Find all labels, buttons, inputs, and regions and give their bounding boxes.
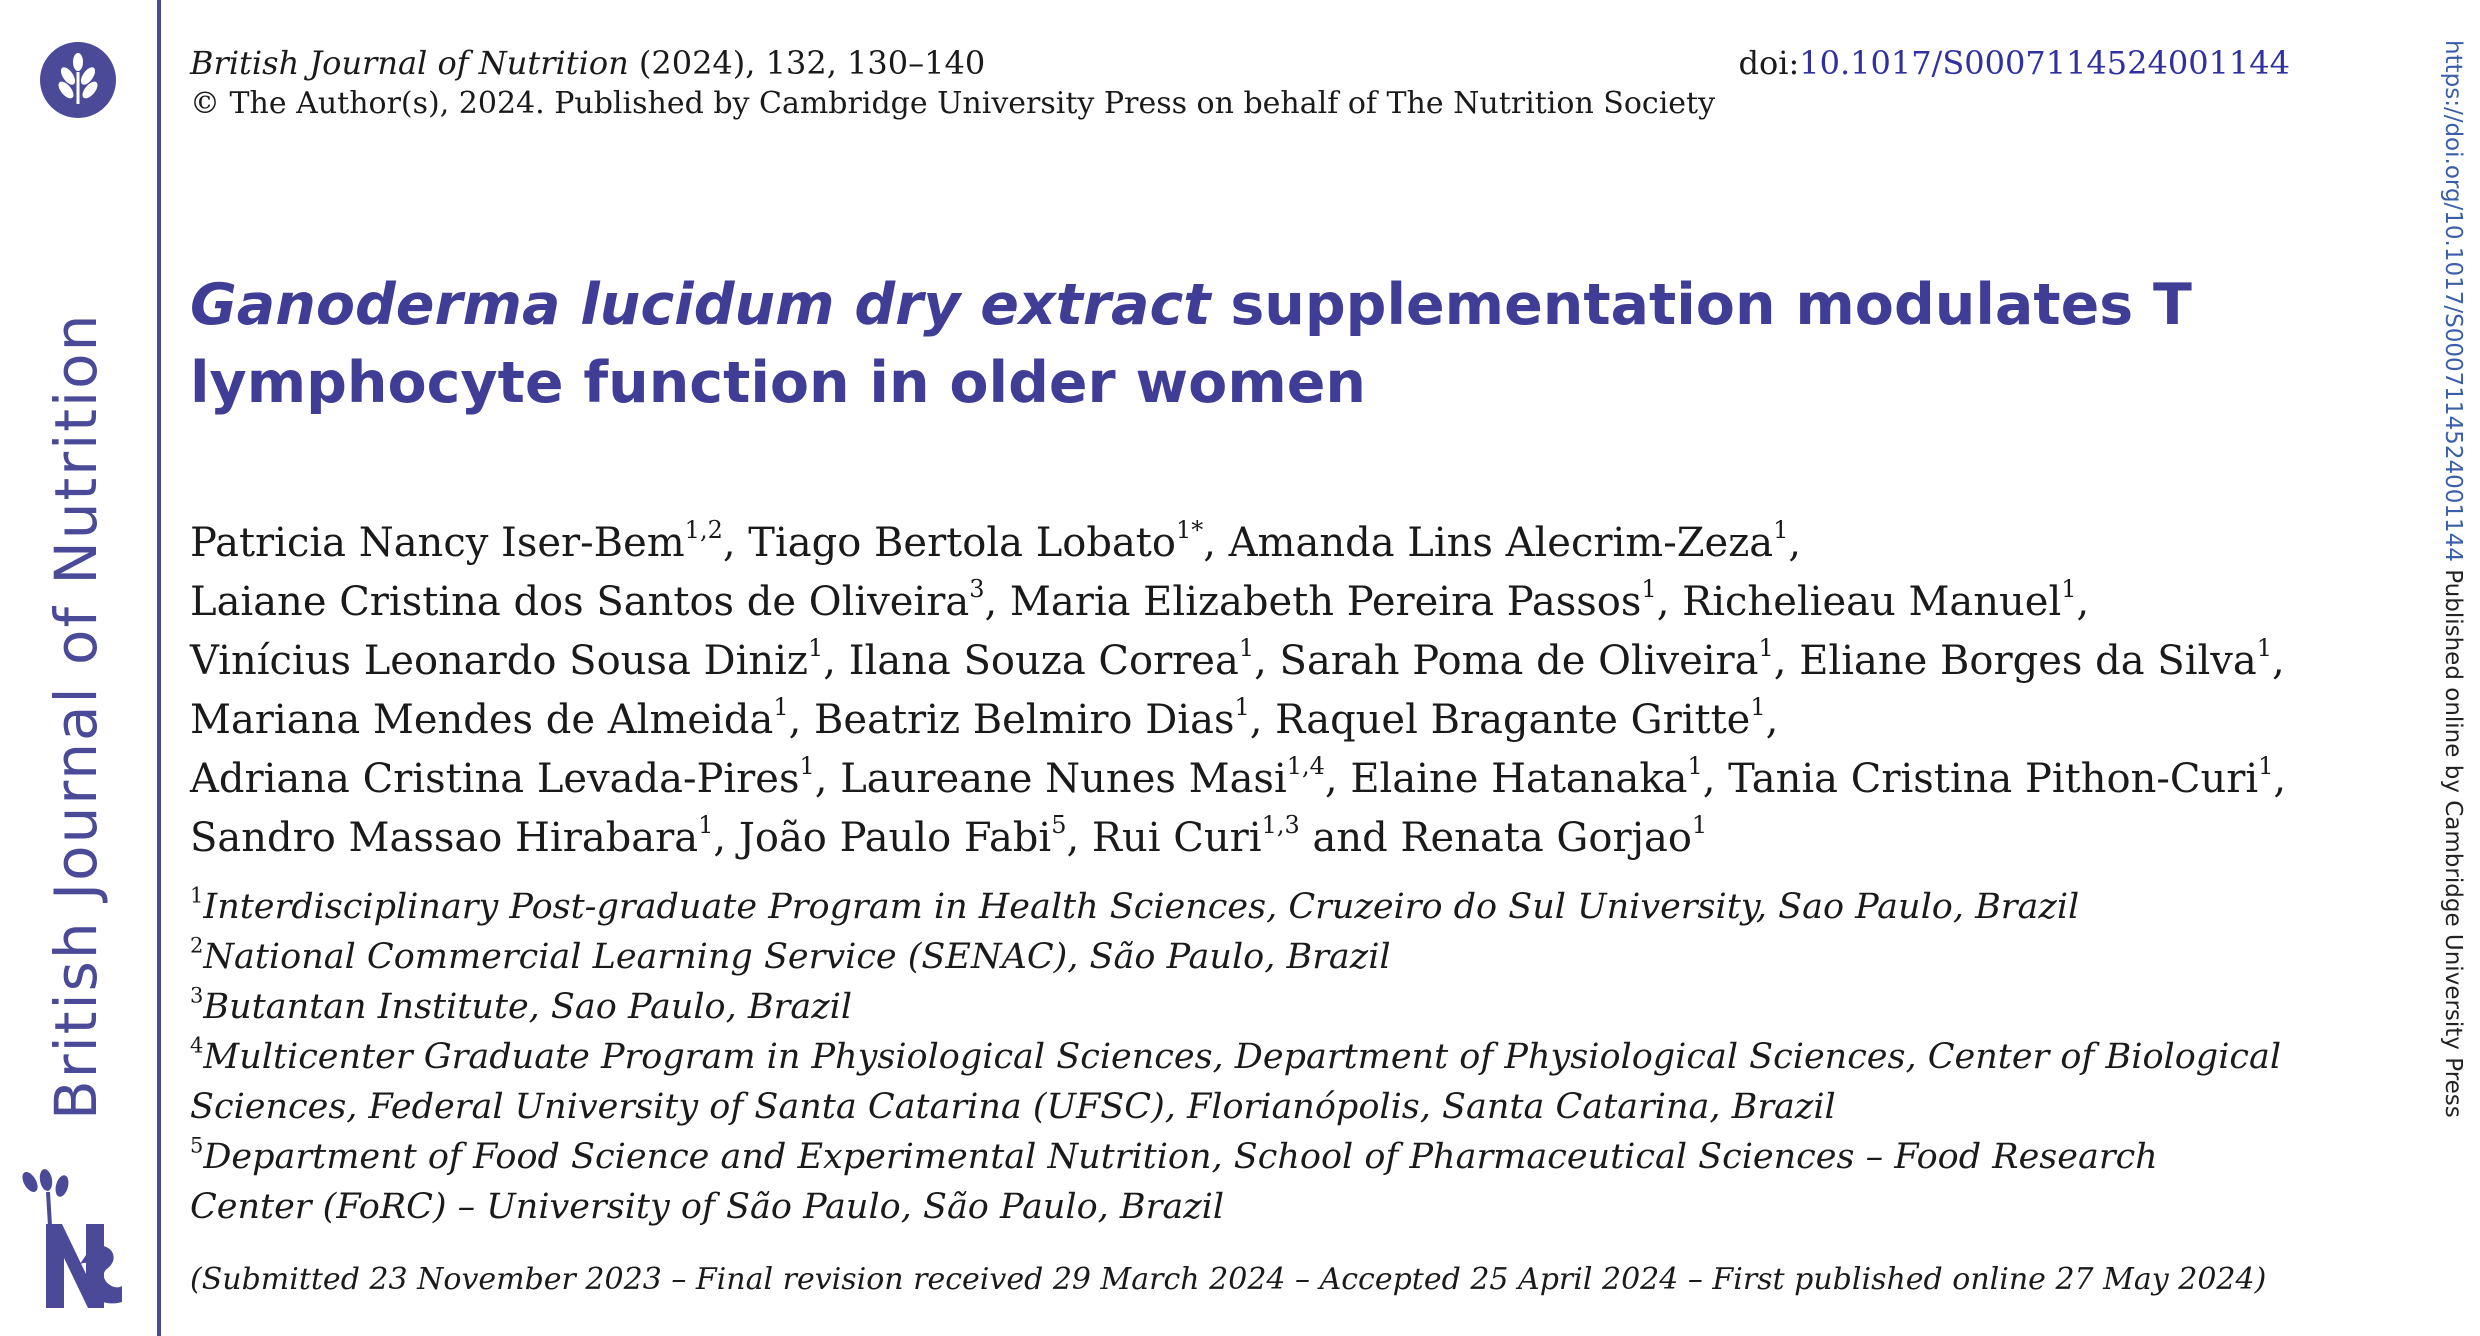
author-affiliation-mark: 1 (2256, 634, 2273, 662)
author-name: , Sarah Poma de Oliveira (1254, 638, 1759, 684)
affiliation-item (190, 932, 2430, 982)
affiliation-text: Multicenter Graduate Program in Physiological Sciences, Department of Physiological Sciences, Center of Biological (203, 1037, 2282, 1077)
corresponding-author-mark: * (1191, 516, 1204, 544)
author-name: , Beatriz Belmiro Dias (788, 697, 1235, 743)
article-title (190, 266, 2290, 422)
author-affiliation-mark: 1 (1641, 575, 1657, 603)
affiliation-text: National Commercial Learning Service (SENAC), São Paulo, Brazil (203, 937, 1391, 977)
doi-link[interactable]: 10.1017/S0007114524001144 (1799, 44, 2290, 82)
affiliation-number: 2 (190, 933, 204, 958)
author-affiliation-mark: 1 (773, 693, 789, 721)
author-affiliation-mark: 1 (698, 811, 714, 839)
affiliation-number: 3 (190, 983, 204, 1008)
author-line (190, 573, 2430, 632)
affiliation-text: Department of Food Science and Experimental Nutrition, School of Pharmaceutical Sciences – Food Research (203, 1137, 2158, 1177)
affiliation-continuation: Center (FoRC) – University of São Paulo, São Paulo, Brazil (190, 1187, 1225, 1227)
author-name: , Maria Elizabeth Pereira Passos (984, 579, 1642, 625)
affiliation-number: 4 (190, 1033, 204, 1058)
sidebar-journal-name: British Journal of Nutrition (42, 312, 110, 1120)
header-copyright: © The Author(s), 2024. Published by Cambridge University Press on behalf of The Nutrition Society (190, 86, 1716, 121)
affiliation-item (190, 982, 2430, 1032)
affiliation-item (190, 1032, 2430, 1082)
doi-prefix: doi: (1738, 44, 1800, 82)
ns-wheat-logo-icon (16, 1168, 126, 1318)
affiliation-number: 1 (190, 883, 204, 908)
affiliation-text: Butantan Institute, Sao Paulo, Brazil (203, 987, 853, 1027)
author-name: , Ilana Souza Correa (823, 638, 1239, 684)
author-line (190, 514, 2430, 573)
author-name: Vinícius Leonardo Sousa Diniz (190, 638, 809, 684)
author-line (190, 750, 2430, 809)
author-separator: , (1788, 520, 1802, 566)
author-affiliation-mark: 1 (1175, 516, 1192, 544)
doi-line (1738, 44, 2290, 82)
author-affiliation-mark: 1 (1773, 516, 1789, 544)
author-affiliation-mark: 1 (1758, 634, 1774, 662)
author-affiliation-mark: 1 (808, 634, 824, 662)
author-separator: , (2076, 579, 2090, 625)
author-name: , Rui Curi (1066, 815, 1262, 861)
wheat-leaf-icon (40, 42, 116, 118)
title-rest: supplementation modulates T lymphocyte function in older women (190, 272, 2192, 416)
author-affiliation-mark: 1 (2061, 575, 2077, 603)
author-affiliation-mark: 1 (1750, 693, 1766, 721)
author-name: Patricia Nancy Iser-Bem (190, 520, 685, 566)
author-line (190, 632, 2430, 691)
author-name: , Amanda Lins Alecrim-Zeza (1203, 520, 1774, 566)
author-name: , Laureane Nunes Masi (814, 756, 1287, 802)
header-citation (190, 44, 985, 82)
author-name: , Richelieau Manuel (1656, 579, 2062, 625)
author-name: , Elaine Hatanaka (1324, 756, 1688, 802)
author-name: , Tiago Bertola Lobato (722, 520, 1176, 566)
author-name: Laiane Cristina dos Santos de Oliveira (190, 579, 970, 625)
affiliation-continuation: Sciences, Federal University of Santa Catarina (UFSC), Florianópolis, Santa Catarina, Brazil (190, 1087, 1836, 1127)
author-name: Adriana Cristina Levada-Pires (190, 756, 800, 802)
author-name: , Raquel Bragante Gritte (1249, 697, 1751, 743)
side-doi-link[interactable]: https://doi.org/10.1017/S0007114524001144 (2440, 40, 2466, 562)
author-affiliation-mark: 1 (1234, 693, 1250, 721)
side-publication-note (2440, 40, 2466, 1118)
author-line (190, 809, 2430, 868)
side-published-by: Published online by Cambridge University Press (2440, 561, 2466, 1118)
author-name: and Renata Gorjao (1299, 815, 1692, 861)
author-affiliation-mark: 1 (1687, 752, 1703, 780)
affiliation-number: 5 (190, 1133, 204, 1158)
author-affiliation-mark: 1,3 (1261, 811, 1300, 839)
author-affiliation-mark: 1 (799, 752, 815, 780)
sidebar-rule (157, 0, 161, 1336)
author-affiliation-mark: 1 (1691, 811, 1708, 839)
author-name: Mariana Mendes de Almeida (190, 697, 774, 743)
author-affiliation-mark: 5 (1051, 811, 1067, 839)
affiliation-list (190, 882, 2430, 1232)
title-species-name: Ganoderma lucidum dry extract (190, 272, 1211, 338)
author-name: , João Paulo Fabi (713, 815, 1052, 861)
author-affiliation-mark: 1 (1238, 634, 1255, 662)
author-name: Sandro Massao Hirabara (190, 815, 699, 861)
author-affiliation-mark: 3 (969, 575, 985, 603)
affiliation-item (190, 882, 2430, 932)
author-separator: , (2273, 756, 2287, 802)
affiliation-text: Interdisciplinary Post-graduate Program in Health Sciences, Cruzeiro do Sul University, Sao Paulo, Brazil (203, 887, 2080, 927)
author-separator: , (1765, 697, 1779, 743)
submission-history: (Submitted 23 November 2023 – Final revision received 29 March 2024 – Accepted 25 April 2024 – First published online 27 May 2024) (190, 1262, 2267, 1297)
author-name: , Eliane Borges da Silva (1773, 638, 2257, 684)
header-volume-pages: (2024), 132, 130–140 (628, 44, 986, 82)
author-separator: , (2272, 638, 2285, 684)
author-line (190, 691, 2430, 750)
author-affiliation-mark: 1,2 (684, 516, 723, 544)
author-affiliation-mark: 1,4 (1286, 752, 1325, 780)
author-name: , Tania Cristina Pithon-Curi (1702, 756, 2259, 802)
author-list (190, 514, 2430, 868)
header-journal-name: British Journal of Nutrition (190, 44, 629, 82)
author-affiliation-mark: 1 (2258, 752, 2274, 780)
affiliation-item (190, 1132, 2430, 1182)
